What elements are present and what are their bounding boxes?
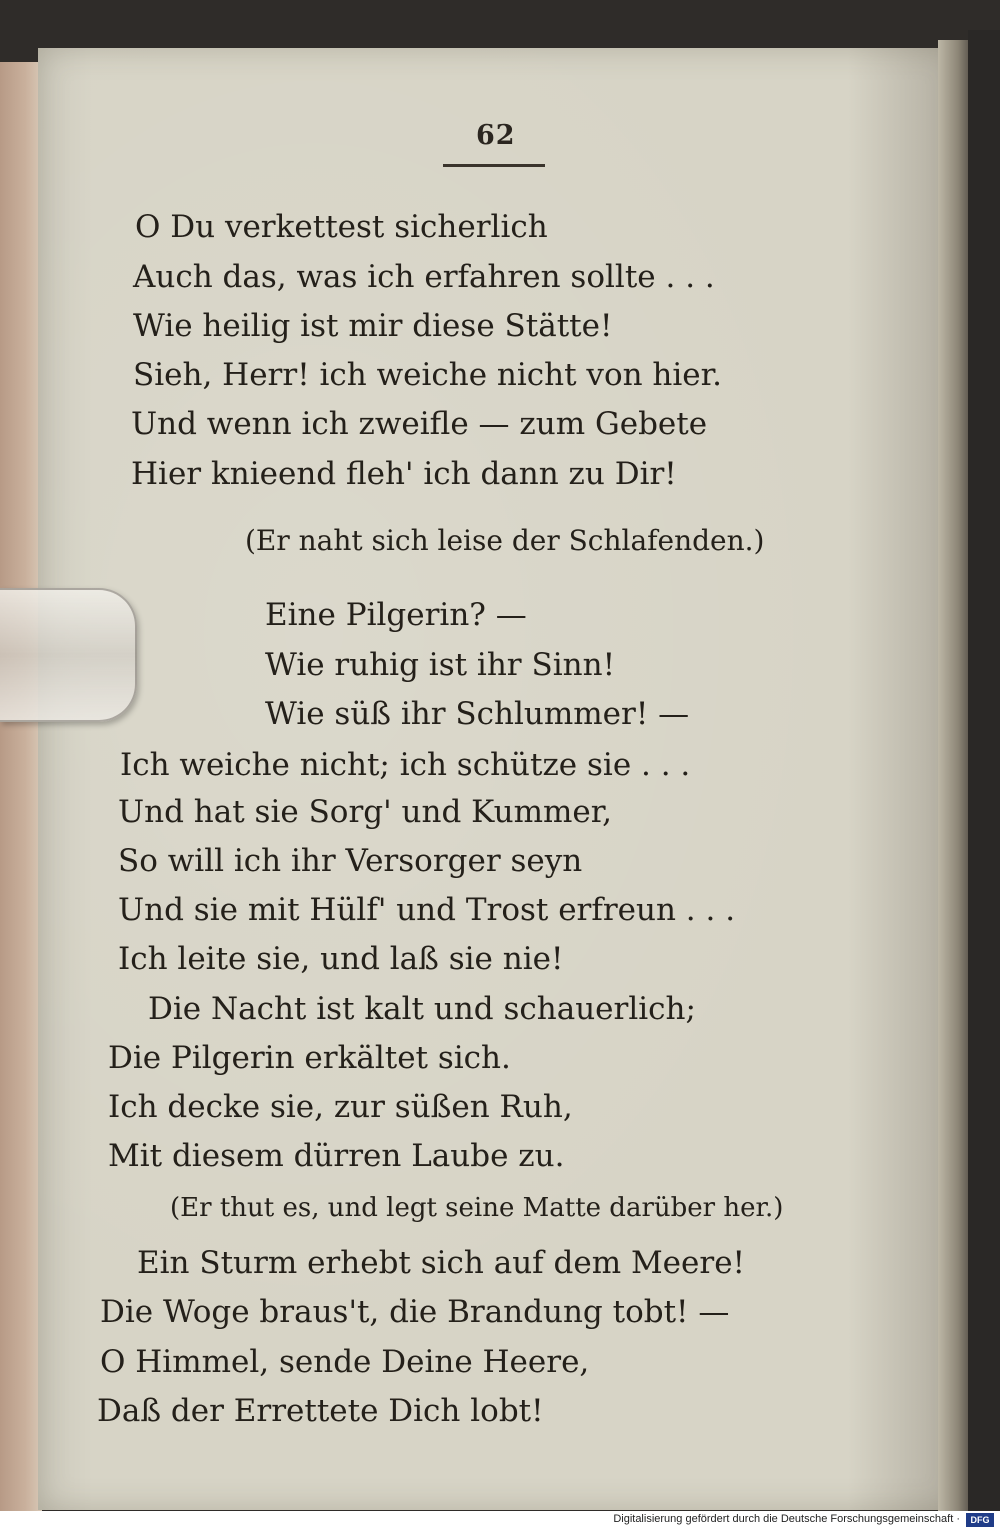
verse-line: Ich decke sie, zur süßen Ruh, [108, 1089, 573, 1125]
page-number: 62 [476, 120, 516, 151]
verse-line: Daß der Errettete Dich lobt! [97, 1393, 544, 1429]
verse-line: Mit diesem dürren Laube zu. [108, 1138, 565, 1174]
verse-line: So will ich ihr Versorger seyn [118, 843, 583, 879]
page-clip [0, 588, 137, 722]
stage-direction: (Er thut es, und legt seine Matte darüber her.) [170, 1193, 784, 1223]
verse-line: Wie ruhig ist ihr Sinn! [265, 647, 616, 683]
verse-line: Ich weiche nicht; ich schütze sie . . . [120, 747, 691, 783]
verse-line: Hier knieend fleh' ich dann zu Dir! [131, 456, 677, 492]
footer-credit: Digitalisierung gefördert durch die Deutsche Forschungsgemeinschaft · [613, 1513, 960, 1525]
verse-line: O Du verkettest sicherlich [135, 209, 548, 245]
dfg-logo: DFG [966, 1513, 994, 1527]
verse-line: Die Pilgerin erkältet sich. [108, 1040, 511, 1076]
verse-line: O Himmel, sende Deine Heere, [100, 1344, 590, 1380]
verse-line: Und wenn ich zweifle — zum Gebete [131, 406, 708, 442]
verse-line: Und hat sie Sorg' und Kummer, [118, 794, 612, 830]
scan-background [968, 30, 1000, 1520]
verse-line: Ein Sturm erhebt sich auf dem Meere! [137, 1245, 745, 1281]
verse-line: Und sie mit Hülf' und Trost erfreun . . . [118, 892, 736, 928]
verse-line: Wie heilig ist mir diese Stätte! [133, 308, 613, 344]
facing-page-edge [0, 62, 42, 1512]
verse-line: Ich leite sie, und laß sie nie! [118, 941, 564, 977]
verse-line: Die Woge braus't, die Brandung tobt! — [100, 1294, 730, 1330]
verse-line: Auch das, was ich erfahren sollte . . . [133, 259, 715, 295]
stage-direction: (Er naht sich leise der Schlafenden.) [245, 524, 765, 557]
page-number-rule [443, 164, 545, 167]
footer-bar [0, 1511, 1000, 1530]
verse-line: Die Nacht ist kalt und schauerlich; [148, 991, 696, 1027]
verse-line: Wie süß ihr Schlummer! — [265, 696, 690, 732]
verse-line: Eine Pilgerin? — [265, 597, 527, 633]
verse-line: Sieh, Herr! ich weiche nicht von hier. [133, 357, 722, 393]
